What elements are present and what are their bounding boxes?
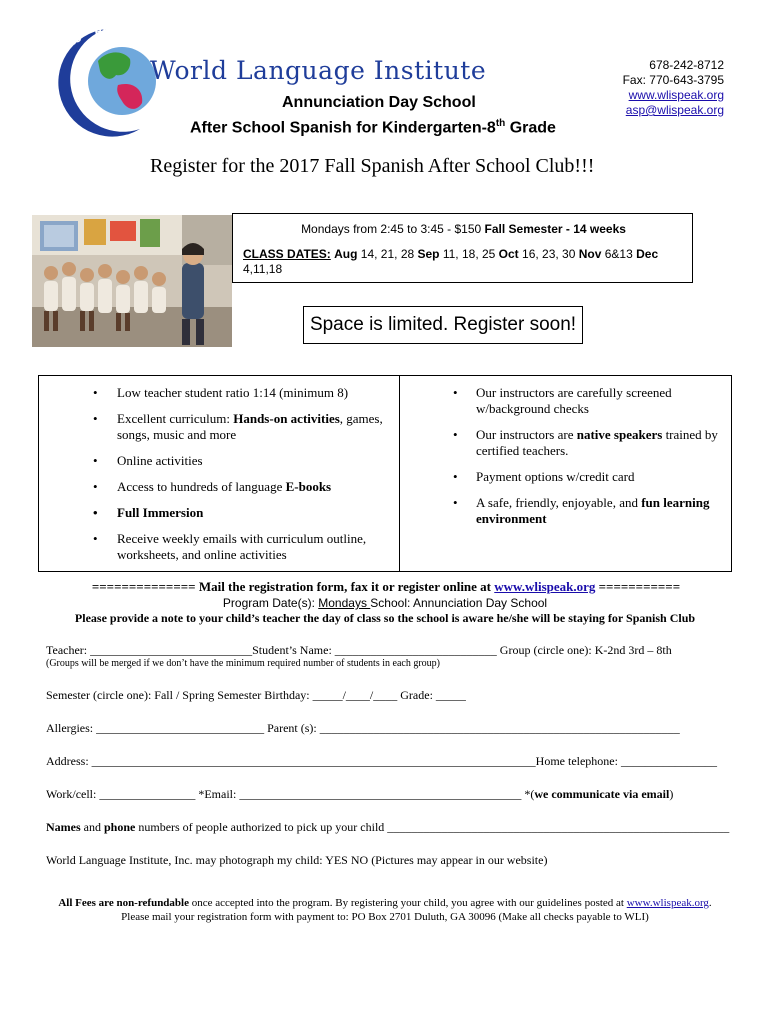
feature-item: • Full Immersion bbox=[39, 505, 399, 521]
mail-instructions: ============== Mail the registration form, fax it or register online at www.wlispeak.org =========== bbox=[91, 579, 681, 594]
classroom-photo bbox=[32, 215, 232, 347]
program-dates: Program Date(s): Mondays School: Annunciation Day School bbox=[222, 596, 548, 610]
features-box bbox=[38, 375, 732, 572]
feature-item: • Excellent curriculum: Hands-on activities, games, songs, music and more bbox=[39, 411, 399, 443]
photo-consent-line[interactable]: World Language Institute, Inc. may photograph my child: YES NO (Pictures may appear in our website) bbox=[46, 853, 548, 867]
groups-note: (Groups will be merged if we don’t have the minimum required number of students in each group) bbox=[46, 658, 440, 669]
features-left-column bbox=[39, 376, 400, 571]
logo-words: BONJOUR CIAO HELLO HO bbox=[44, 27, 155, 115]
feature-item: • Payment options w/credit card bbox=[400, 469, 731, 485]
org-name: World Language Institute bbox=[150, 56, 487, 85]
website-link[interactable]: www.wlispeak.org bbox=[494, 579, 596, 594]
class-dates: CLASS DATES: Aug 14, 21, 28 Sep 11, 18, 25 Oct 16, 23, 30 Nov 6&13 Dec 4,11,18 bbox=[243, 247, 659, 276]
feature-item: • Online activities bbox=[39, 453, 399, 469]
feature-item: • Our instructors are native speakers trained by certified teachers. bbox=[400, 427, 731, 459]
address-phone-line[interactable]: Address: __________________________________________________________________________Home telephone: ________________ bbox=[46, 754, 717, 768]
teacher-student-line[interactable]: Teacher: ___________________________Student’s Name: ___________________________ Group (circle one): K-2nd 3rd – 8th bbox=[46, 643, 672, 657]
teacher-note: Please provide a note to your child’s teacher the day of class so the school is aware he/she will be staying for Spanish Club bbox=[74, 611, 696, 625]
semester-birthday-line[interactable]: Semester (circle one): Fall / Spring Semester Birthday: _____/____/____ Grade: _____ bbox=[46, 688, 466, 702]
program-title: After School Spanish for Kindergarten-8th Grade bbox=[190, 118, 556, 137]
allergies-parent-line[interactable]: Allergies: ____________________________ Parent (s): ____________________________________________________________ bbox=[46, 721, 680, 735]
fees-policy: All Fees are non-refundable once accepted into the program. By registering your child, you agree with our guidelines posted at www.wlispeak.org. bbox=[58, 897, 712, 909]
email-link[interactable]: asp@wlispeak.org bbox=[625, 103, 724, 117]
authorized-pickup-line[interactable]: Names and phone numbers of people authorized to pick up your child _________________________________________________________ bbox=[46, 820, 730, 834]
mailing-address: Please mail your registration form with payment to: PO Box 2701 Duluth, GA 30096 (Make all checks payable to WLI) bbox=[121, 911, 649, 923]
feature-item: • Access to hundreds of language E-books bbox=[39, 479, 399, 495]
feature-item: • A safe, friendly, enjoyable, and fun learning environment bbox=[400, 495, 731, 527]
schedule-text: Mondays from 2:45 to 3:45 - $150 Fall Semester - 14 weeks bbox=[301, 222, 626, 236]
phone-number: 678-242-8712 bbox=[649, 58, 724, 72]
work-email-line[interactable]: Work/cell: ________________ *Email: _______________________________________________ *(we communicate via email) bbox=[46, 787, 674, 801]
features-right-column bbox=[400, 376, 731, 571]
footer bbox=[0, 896, 770, 924]
space-limited-notice: Space is limited. Register soon! bbox=[303, 306, 583, 344]
class-info-box bbox=[232, 213, 693, 283]
feature-item: • Our instructors are carefully screened w/background checks bbox=[400, 385, 731, 417]
registration-title: Register for the 2017 Fall Spanish After School Club!!! bbox=[150, 155, 595, 177]
website-link[interactable]: www.wlispeak.org bbox=[628, 88, 724, 102]
school-name: Annunciation Day School bbox=[282, 94, 476, 111]
fax-number: Fax: 770-643-3795 bbox=[622, 73, 724, 87]
contact-info bbox=[623, 58, 724, 118]
website-link[interactable]: www.wlispeak.org bbox=[626, 897, 709, 909]
feature-item: • Receive weekly emails with curriculum outline, worksheets, and online activities bbox=[39, 531, 399, 563]
feature-item: • Low teacher student ratio 1:14 (minimum 8) bbox=[39, 385, 399, 401]
